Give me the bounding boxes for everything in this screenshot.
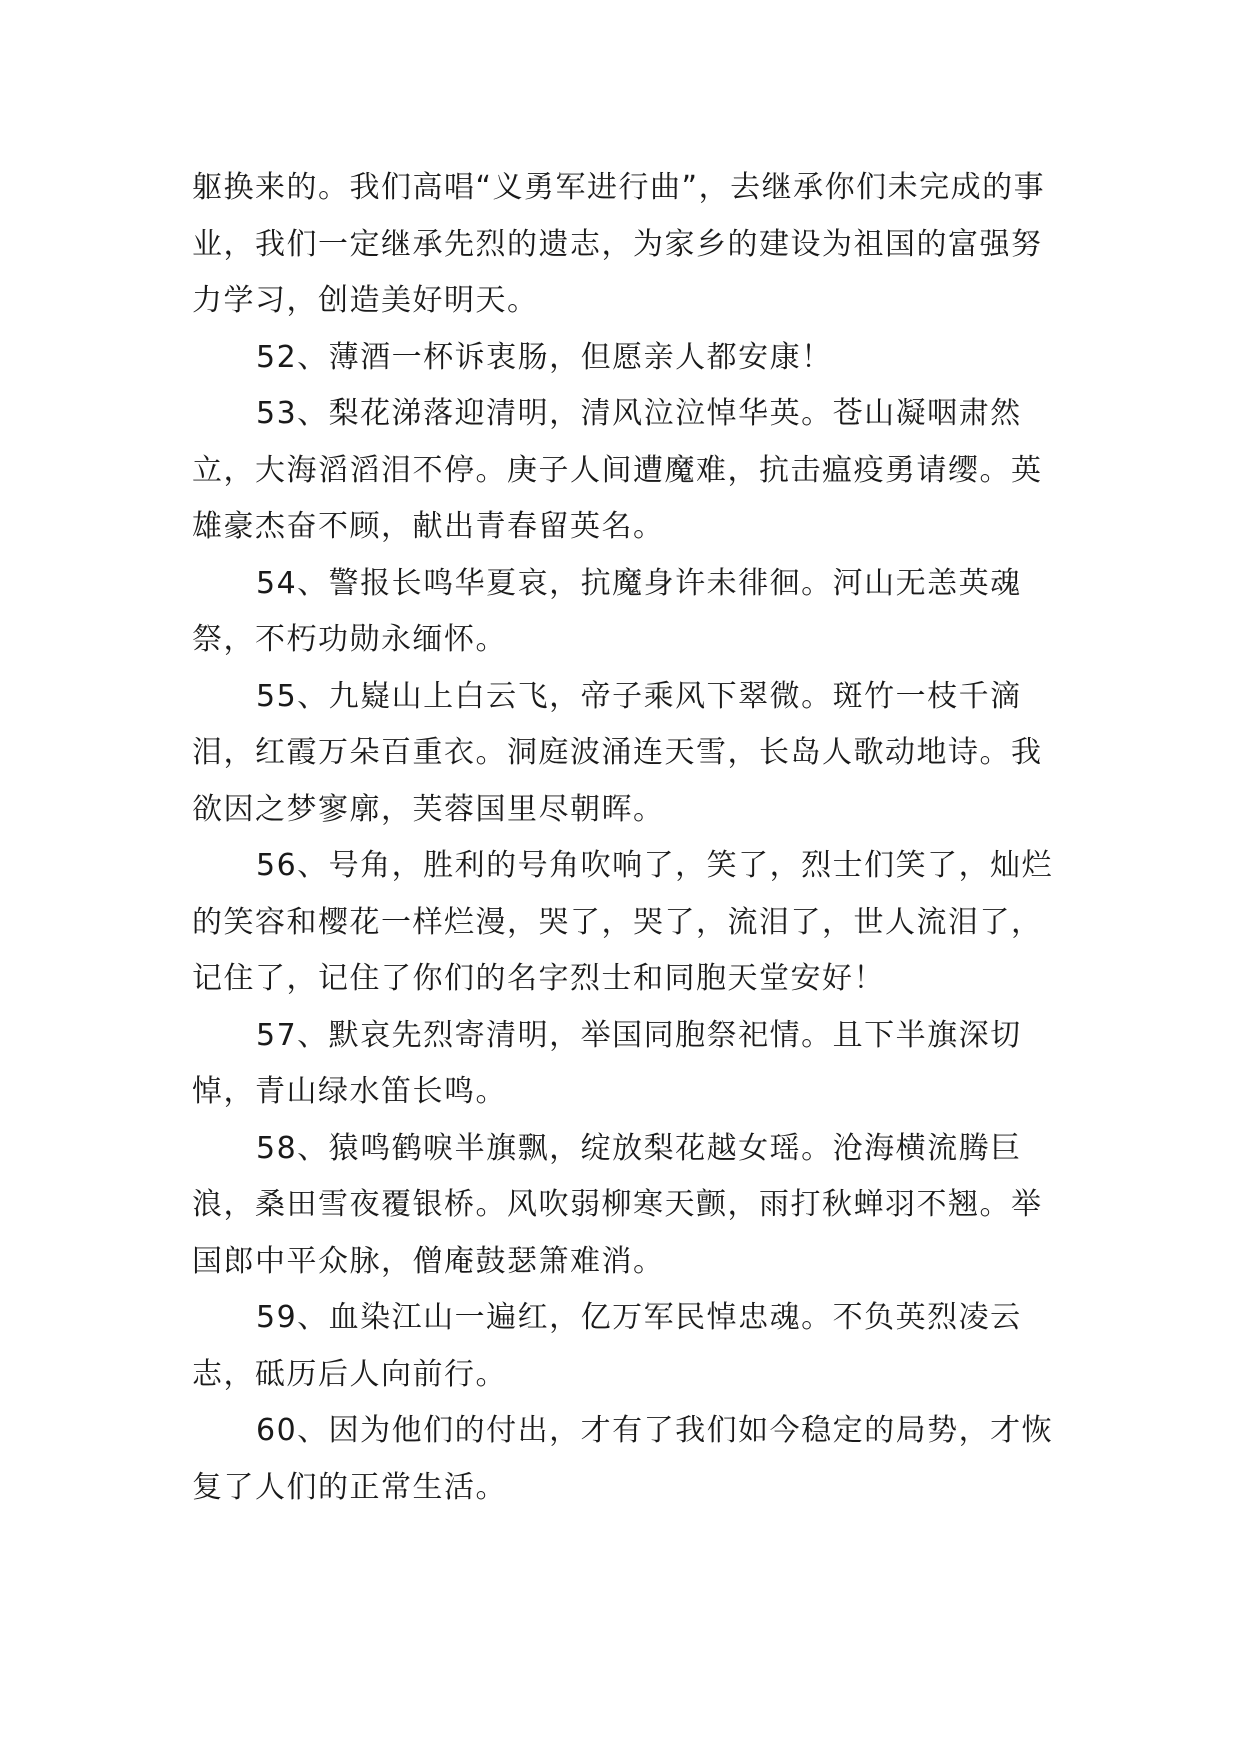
paragraph-52: 52、薄酒一杯诉衷肠，但愿亲人都安康！	[256, 339, 833, 375]
paragraph-58: 58、猿鸣鹤唳半旗飘，绽放梨花越女瑶。沧海横流腾巨浪，桑田雪夜覆银桥。风吹弱柳寒天颤，雨打秋蝉羽不翘。举国郎中平众脉，僧庵鼓瑟箫难消。	[192, 1130, 1043, 1279]
paragraph-59: 59、血染江山一遍红，亿万军民悼忠魂。不负英烈凌云志，砥历后人向前行。	[192, 1300, 1022, 1392]
paragraph-56: 56、号角，胜利的号角吹响了，笑了，烈士们笑了，灿烂的笑容和樱花一样烂漫，哭了，哭了，流泪了，世人流泪了，记住了，记住了你们的名字烈士和同胞天堂安好！	[192, 848, 1054, 996]
paragraph-60: 60、因为他们的付出，才有了我们如今稳定的局势，才恢复了人们的正常生活。	[192, 1413, 1054, 1505]
paragraph-53: 53、梨花涕落迎清明，清风泣泣悼华英。苍山凝咽肃然立，大海滔滔泪不停。庚子人间遭魔难，抗击瘟疫勇请缨。英雄豪杰奋不顾，献出青春留英名。	[192, 396, 1043, 544]
paragraph-continuation: 躯换来的。我们高唱“义勇军进行曲”，去继承你们未完成的事业，我们一定继承先烈的遗志，为家乡的建设为祖国的富强努力学习，创造美好明天。	[192, 170, 1046, 318]
paragraph-57: 57、默哀先烈寄清明，举国同胞祭祀情。且下半旗深切悼，青山绿水笛长鸣。	[192, 1017, 1022, 1109]
paragraph-54: 54、警报长鸣华夏哀，抗魔身许未徘徊。河山无恙英魂祭，不朽功勋永缅怀。	[192, 565, 1022, 657]
document-body	[192, 160, 1062, 1516]
paragraph-55: 55、九嶷山上白云飞，帝子乘风下翠微。斑竹一枝千滴泪，红霞万朵百重衣。洞庭波涌连天雪，长岛人歌动地诗。我欲因之梦寥廓，芙蓉国里尽朝晖。	[192, 678, 1043, 827]
